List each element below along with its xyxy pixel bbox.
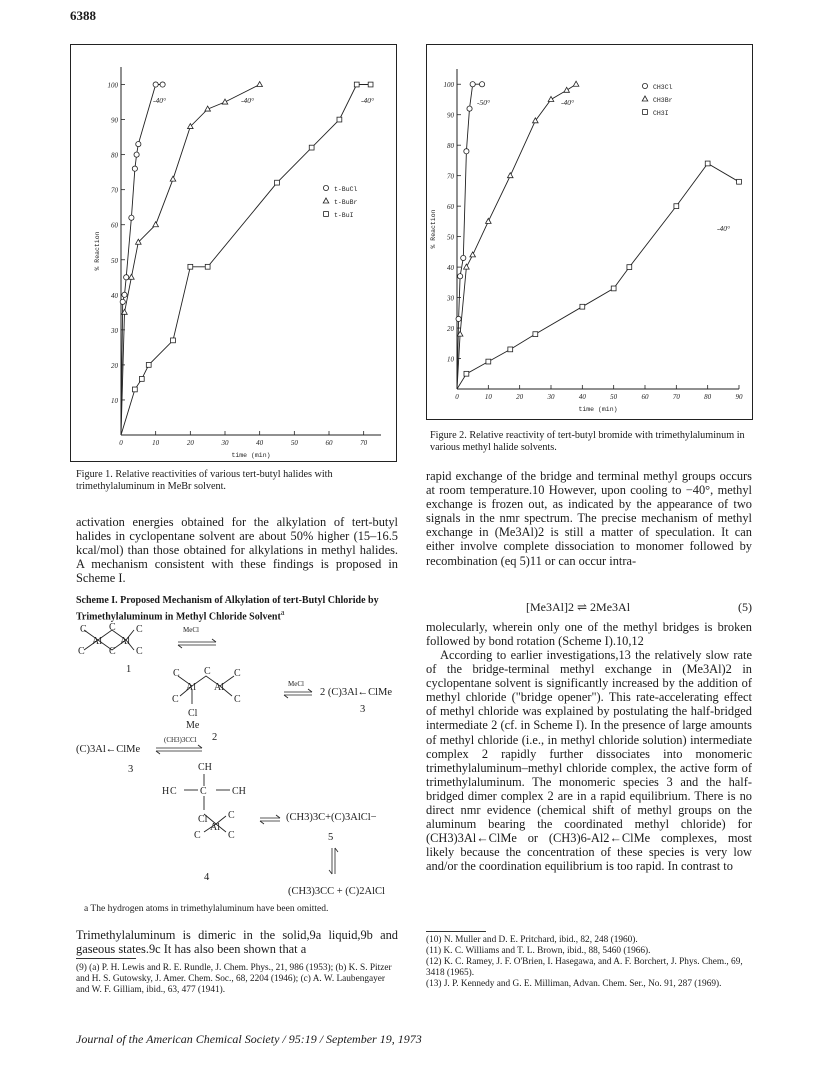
footnote-11: (11) K. C. Williams and T. L. Brown, ibid., 88, 5460 (1966). — [426, 946, 651, 956]
svg-text:C: C — [173, 668, 180, 679]
svg-text:Cl: Cl — [198, 814, 208, 825]
point-CH3Cl — [458, 274, 463, 279]
figure-2-caption: Figure 2. Relative reactivity of tert-butyl bromide with trimethylaluminum in various methyl halide solvents. — [430, 430, 745, 453]
point-t-BuI — [205, 264, 210, 269]
svg-text:C: C — [234, 694, 241, 705]
point-t-BuBr — [153, 222, 159, 227]
svg-text:C: C — [228, 810, 235, 821]
svg-text:Me: Me — [186, 720, 200, 731]
point-CH3Br — [573, 81, 579, 86]
scheme-footnote: a The hydrogen atoms in trimethylaluminum have been omitted. — [84, 904, 329, 914]
reagent-3: (CH3)3CCl — [164, 736, 197, 744]
point-CH3I — [674, 204, 679, 209]
x-tick-label: 20 — [516, 393, 524, 401]
svg-text:CH: CH — [232, 786, 246, 797]
dimer-1-atoms — [78, 622, 143, 657]
point-t-BuCl — [153, 82, 158, 87]
point-t-BuCl — [160, 82, 165, 87]
point-CH3Cl — [456, 316, 461, 321]
svg-text:H: H — [162, 786, 170, 797]
x-tick-label: 70 — [360, 439, 368, 447]
svg-text:Cl: Cl — [188, 708, 198, 719]
x-tick-label: 20 — [186, 439, 194, 447]
point-t-BuI — [171, 338, 176, 343]
legend-marker — [643, 110, 648, 115]
point-t-BuI — [309, 145, 314, 150]
svg-text:C: C — [78, 646, 85, 657]
point-t-BuI — [146, 363, 151, 368]
svg-text:Al: Al — [92, 636, 102, 647]
journal-footer: Journal of the American Chemical Society / 95:19 / September 19, 1973 — [76, 1032, 422, 1046]
scheme-title-footnote-mark: a — [280, 608, 285, 617]
temperature-annotation: -40° — [241, 96, 254, 105]
x-tick-label: 50 — [610, 393, 618, 401]
legend — [323, 185, 357, 219]
legend-marker — [642, 83, 647, 88]
point-CH3Br — [464, 264, 470, 269]
point-CH3Cl — [479, 82, 484, 87]
footnote-12: (12) K. C. Ramey, J. F. O'Brien, I. Hasegawa, and A. F. Borchert, J. Phys. Chem., 69, 3418 (1965). — [426, 957, 743, 978]
point-CH3I — [580, 304, 585, 309]
point-t-BuI — [275, 180, 280, 185]
series-line-CH3I — [457, 164, 739, 390]
footnote-10: (10) N. Muller and D. E. Pritchard, ibid., 82, 248 (1960). — [426, 935, 638, 945]
series-line-t-BuBr — [121, 85, 260, 436]
x-tick-label: 10 — [152, 439, 160, 447]
point-CH3I — [533, 332, 538, 337]
point-CH3Br — [486, 218, 492, 223]
temperature-annotation: -40° — [153, 96, 166, 105]
figure-1 — [70, 44, 397, 462]
series-line-t-BuI — [121, 85, 371, 436]
label-1: 1 — [126, 664, 132, 675]
figure-1-caption: Figure 1. Relative reactivities of various tert-butyl halides with trimethylaluminum in MeBr solvent. — [76, 469, 333, 492]
y-tick-label: 60 — [111, 221, 118, 230]
scheme-structures — [76, 624, 398, 924]
product-3: 2 (C)3Al←ClMe — [320, 687, 393, 698]
series-line-CH3Br — [457, 84, 576, 389]
point-CH3Br — [548, 96, 554, 101]
reagent-1: MeCl — [183, 626, 199, 634]
x-tick-label: 10 — [484, 393, 492, 401]
x-tick-label: 40 — [256, 439, 264, 447]
figure-2-chart — [427, 45, 752, 419]
eq-arrow-1 — [178, 639, 216, 648]
legend-marker — [642, 96, 648, 101]
cation-5: (CH3)3C+(C)3AlCl− — [286, 812, 377, 823]
legend-label: CH3Cl — [653, 84, 673, 91]
label-4: 4 — [204, 872, 210, 883]
y-axis-label: % Reaction — [94, 231, 101, 271]
svg-text:Al: Al — [210, 822, 220, 833]
footnote-rule-right — [426, 931, 486, 932]
temperature-annotation: -40° — [561, 98, 574, 107]
label-3a: 3 — [360, 704, 366, 715]
body-text-right-c: According to earlier investigations,13 the relatively slow rate of the bridge-terminal methyl exchange in (Me3Al)2 in cyclopentane solvent is significantly increased by the addition of methyl chloride ("bridge opener"). This rate-accelerating effect of methyl chloride was explained by postulating the half-bridged intermediate 2 (cf. in Scheme I). In the presence of large amounts of methyl chloride (i.e., in methyl chloride solution) intermediate complex 2 rapidly further dissociates into monomeric trimethylaluminum–methyl chloride complex, the active form of trimethylaluminum. The monomeric species 3 and the half-bridged dimer complex 2 are in a rapid equilibrium. There is no direct nmr evidence (chemical shift of methyl groups on the aluminum bearing the coordinated methyl chloride) for (CH3)3Al←ClMe or (CH3)6-Al2←ClMe complexes, most likely because the concentration of these species is very low and/or the coordination equilibrium is too rapid. In contrast to — [426, 648, 752, 874]
label-5: 5 — [328, 832, 334, 843]
point-t-BuI — [139, 377, 144, 382]
y-tick-label: 50 — [447, 233, 454, 242]
body-text-left-2: Trimethylaluminum is dimeric in the solid,9a liquid,9b and gaseous states.9c It has also been shown that a — [76, 928, 398, 957]
x-tick-label: 0 — [455, 393, 459, 401]
x-tick-label: 90 — [735, 393, 743, 401]
eq-arrow-3 — [156, 745, 202, 754]
point-t-BuBr — [222, 99, 228, 104]
point-CH3Cl — [470, 82, 475, 87]
x-tick-label: 70 — [672, 393, 680, 401]
y-tick-label: 10 — [111, 396, 118, 405]
point-CH3Cl — [467, 106, 472, 111]
svg-text:Al: Al — [214, 682, 224, 693]
svg-text:CH: CH — [198, 762, 212, 773]
x-tick-label: 80 — [704, 393, 712, 401]
point-CH3Cl — [464, 149, 469, 154]
x-tick-label: 0 — [119, 439, 123, 447]
svg-text:Al: Al — [120, 636, 130, 647]
reagent-2: MeCl — [288, 680, 304, 688]
legend-label: t-BuBr — [334, 199, 358, 206]
footnotes-left: (9) (a) P. H. Lewis and R. E. Rundle, J. Chem. Phys., 21, 986 (1953); (b) K. S. Pitzer and H. S. Gutowsky, J. Amer. Chem. Soc., 68, 2204 (1946); (c) A. W. Laubengayer and W. F. Gilliam, ibid., 63, 477 (1941). — [76, 963, 392, 995]
point-t-BuCl — [136, 142, 141, 147]
body-text-right-b: molecularly, wherein only one of the methyl bridges is broken followed by bond rotation (Scheme I).10,12 — [426, 620, 752, 649]
point-CH3Cl — [461, 255, 466, 260]
svg-text:C: C — [109, 646, 116, 657]
temperature-annotation: -40° — [717, 224, 730, 233]
y-tick-label: 90 — [447, 111, 454, 120]
point-CH3I — [464, 371, 469, 376]
svg-text:Al: Al — [186, 682, 196, 693]
point-CH3Br — [564, 87, 570, 92]
point-t-BuBr — [170, 176, 176, 181]
svg-text:C: C — [80, 624, 87, 635]
point-t-BuCl — [124, 275, 129, 280]
point-t-BuI — [188, 264, 193, 269]
y-axis-label: % Reaction — [430, 209, 437, 249]
y-tick-label: 30 — [111, 326, 118, 335]
x-tick-label: 60 — [641, 393, 649, 401]
svg-text:C: C — [228, 830, 235, 841]
point-t-BuI — [368, 82, 373, 87]
point-CH3I — [705, 161, 710, 166]
series-line-t-BuCl — [121, 85, 163, 436]
footnote-13: (13) J. P. Kennedy and G. E. Milliman, Advan. Chem. Ser., No. 91, 287 (1969). — [426, 979, 722, 989]
figure-2 — [426, 44, 753, 420]
y-tick-label: 20 — [447, 325, 454, 334]
y-tick-label: 50 — [111, 256, 118, 265]
page-number: 6388 — [70, 8, 96, 23]
label-3b: 3 — [128, 764, 134, 775]
legend-label: CH3I — [653, 110, 669, 117]
point-CH3I — [627, 265, 632, 270]
point-CH3I — [737, 179, 742, 184]
svg-text:C: C — [170, 786, 177, 797]
footnotes-right — [426, 935, 752, 990]
scheme-1 — [76, 624, 398, 924]
svg-text:C: C — [136, 624, 143, 635]
y-tick-label: 40 — [111, 291, 118, 300]
x-tick-label: 50 — [290, 439, 298, 447]
y-tick-label: 100 — [443, 81, 454, 90]
point-t-BuI — [132, 387, 137, 392]
point-CH3Br — [507, 173, 513, 178]
point-CH3I — [508, 347, 513, 352]
body-text-right-a: rapid exchange of the bridge and terminal methyl groups occurs at room temperature.10 However, upon cooling to −40°, methyl exchange is frozen out, as indicated by the appearance of two signals in the nmr spectrum. The precise mechanism of methyl exchange in (Me3Al)2 is still a matter of speculation. It can either involve complete dissociation to monomer followed by recombination (eq 5)11 or can occur intra- — [426, 469, 752, 568]
footnote-rule-left — [76, 958, 136, 959]
y-tick-label: 40 — [447, 264, 454, 273]
equation-text: [Me3Al]2 ⇌ 2Me3Al — [526, 600, 631, 614]
point-t-BuCl — [120, 299, 125, 304]
y-tick-label: 20 — [111, 361, 118, 370]
plot-area — [94, 67, 381, 459]
label-2: 2 — [212, 732, 218, 743]
x-axis-label: time (min) — [231, 452, 271, 459]
point-t-BuCl — [122, 292, 127, 297]
scheme-title — [76, 595, 398, 623]
y-tick-label: 70 — [447, 172, 454, 181]
svg-text:C: C — [109, 622, 116, 633]
x-tick-label: 30 — [221, 439, 229, 447]
figure-1-chart — [71, 45, 396, 461]
point-t-BuBr — [257, 82, 263, 87]
legend — [642, 83, 672, 117]
y-tick-label: 100 — [107, 81, 118, 90]
x-tick-label: 30 — [547, 393, 555, 401]
legend-marker — [323, 185, 328, 190]
eq-arrow-5 — [329, 848, 338, 874]
equation-number: (5) — [738, 600, 752, 614]
eq-arrow-2 — [284, 689, 312, 698]
legend-label: CH3Br — [653, 97, 673, 104]
x-tick-label: 60 — [325, 439, 333, 447]
point-t-BuCl — [132, 166, 137, 171]
point-t-BuCl — [129, 215, 134, 220]
legend-marker — [324, 212, 329, 217]
species-3: (C)3Al←ClMe — [76, 744, 141, 755]
body-text-left: activation energies obtained for the alkylation of tert-butyl halides in cyclopentane solvent are about 50% higher (15–16.5 kcal/mol) than those obtained for alkylations in methyl halides. A mechanism consistent with these findings is proposed in Scheme I. — [76, 515, 398, 586]
svg-text:C: C — [194, 830, 201, 841]
plot-area — [430, 69, 743, 413]
scheme-title-text: Scheme I. Proposed Mechanism of Alkylation of tert-Butyl Chloride by Trimethylaluminum in Methyl Chloride Solvent — [76, 595, 379, 623]
point-t-BuBr — [129, 274, 135, 279]
y-tick-label: 80 — [447, 142, 454, 151]
final-products: (CH3)3CC + (C)2AlCl — [288, 886, 385, 897]
y-tick-label: 60 — [447, 203, 454, 212]
point-CH3Br — [470, 252, 476, 257]
y-tick-label: 80 — [111, 151, 118, 160]
legend-label: t-BuCl — [334, 186, 358, 193]
eq-arrow-4 — [260, 815, 280, 824]
svg-text:C: C — [200, 786, 207, 797]
intermediate-2-atoms — [172, 666, 241, 731]
legend-label: t-BuI — [334, 212, 354, 219]
point-t-BuCl — [134, 152, 139, 157]
temperature-annotation: -50° — [477, 98, 490, 107]
temperature-annotation: -40° — [361, 96, 374, 105]
y-tick-label: 70 — [111, 186, 118, 195]
svg-text:C: C — [234, 668, 241, 679]
svg-text:C: C — [172, 694, 179, 705]
x-axis-label: time (min) — [578, 406, 618, 413]
svg-text:C: C — [204, 666, 211, 677]
point-CH3I — [486, 359, 491, 364]
x-tick-label: 40 — [578, 393, 586, 401]
y-tick-label: 30 — [447, 294, 454, 303]
point-t-BuI — [337, 117, 342, 122]
y-tick-label: 90 — [111, 116, 118, 125]
svg-text:C: C — [136, 646, 143, 657]
point-CH3I — [611, 286, 616, 291]
legend-marker — [323, 198, 329, 203]
point-t-BuI — [354, 82, 359, 87]
y-tick-label: 10 — [447, 355, 454, 364]
